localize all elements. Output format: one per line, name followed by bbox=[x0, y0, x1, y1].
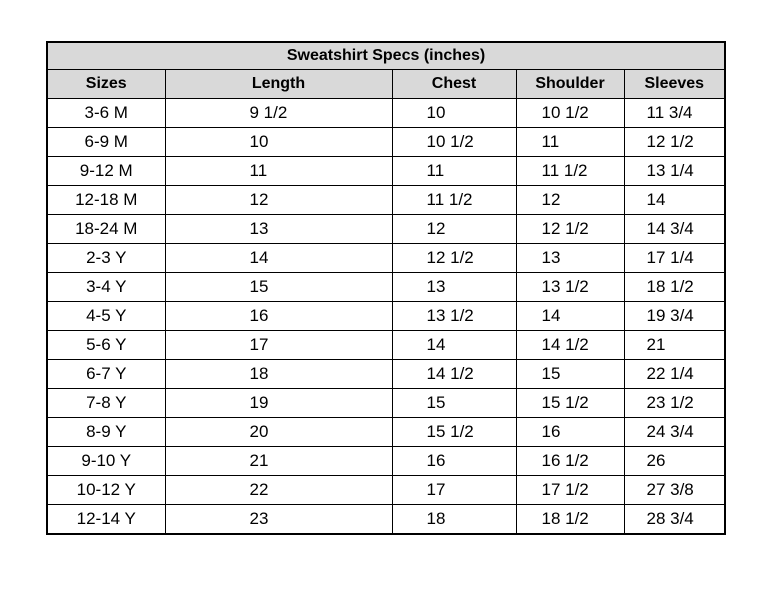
chest-cell: 16 bbox=[392, 447, 516, 476]
chest-cell: 12 1/2 bbox=[392, 244, 516, 273]
sleeves-cell: 13 1/4 bbox=[624, 157, 725, 186]
size-cell: 4-5 Y bbox=[47, 302, 165, 331]
size-cell: 9-10 Y bbox=[47, 447, 165, 476]
size-cell: 18-24 M bbox=[47, 215, 165, 244]
length-cell: 17 bbox=[165, 331, 392, 360]
chest-cell: 11 bbox=[392, 157, 516, 186]
size-cell: 8-9 Y bbox=[47, 418, 165, 447]
table-title-row bbox=[47, 42, 725, 70]
sleeves-cell: 22 1/4 bbox=[624, 360, 725, 389]
length-cell: 9 1/2 bbox=[165, 99, 392, 128]
shoulder-cell: 17 1/2 bbox=[516, 476, 624, 505]
table-row bbox=[47, 273, 725, 302]
shoulder-cell: 14 1/2 bbox=[516, 331, 624, 360]
table-row bbox=[47, 186, 725, 215]
shoulder-cell: 11 bbox=[516, 128, 624, 157]
shoulder-cell: 12 1/2 bbox=[516, 215, 624, 244]
length-cell: 14 bbox=[165, 244, 392, 273]
table-row bbox=[47, 128, 725, 157]
shoulder-cell: 16 bbox=[516, 418, 624, 447]
shoulder-cell: 18 1/2 bbox=[516, 505, 624, 535]
size-cell: 2-3 Y bbox=[47, 244, 165, 273]
length-cell: 13 bbox=[165, 215, 392, 244]
size-cell: 3-6 M bbox=[47, 99, 165, 128]
table-row bbox=[47, 447, 725, 476]
table-row bbox=[47, 360, 725, 389]
chest-cell: 10 1/2 bbox=[392, 128, 516, 157]
sleeves-cell: 24 3/4 bbox=[624, 418, 725, 447]
table-row bbox=[47, 418, 725, 447]
length-cell: 16 bbox=[165, 302, 392, 331]
chest-cell: 17 bbox=[392, 476, 516, 505]
shoulder-cell: 15 bbox=[516, 360, 624, 389]
length-cell: 19 bbox=[165, 389, 392, 418]
size-cell: 7-8 Y bbox=[47, 389, 165, 418]
chest-cell: 10 bbox=[392, 99, 516, 128]
length-cell: 22 bbox=[165, 476, 392, 505]
size-cell: 12-14 Y bbox=[47, 505, 165, 535]
length-cell: 21 bbox=[165, 447, 392, 476]
size-cell: 6-7 Y bbox=[47, 360, 165, 389]
table-row bbox=[47, 505, 725, 535]
length-cell: 18 bbox=[165, 360, 392, 389]
column-header-chest: Chest bbox=[392, 70, 516, 99]
length-cell: 15 bbox=[165, 273, 392, 302]
size-cell: 5-6 Y bbox=[47, 331, 165, 360]
sleeves-cell: 26 bbox=[624, 447, 725, 476]
table-row bbox=[47, 302, 725, 331]
chest-cell: 14 1/2 bbox=[392, 360, 516, 389]
chest-cell: 15 1/2 bbox=[392, 418, 516, 447]
size-cell: 9-12 M bbox=[47, 157, 165, 186]
shoulder-cell: 12 bbox=[516, 186, 624, 215]
table-header bbox=[47, 42, 725, 99]
column-header-row bbox=[47, 70, 725, 99]
column-header-sleeves: Sleeves bbox=[624, 70, 725, 99]
sleeves-cell: 14 bbox=[624, 186, 725, 215]
sleeves-cell: 27 3/8 bbox=[624, 476, 725, 505]
column-header-shoulder: Shoulder bbox=[516, 70, 624, 99]
shoulder-cell: 10 1/2 bbox=[516, 99, 624, 128]
sleeves-cell: 14 3/4 bbox=[624, 215, 725, 244]
table-body bbox=[47, 99, 725, 535]
shoulder-cell: 13 1/2 bbox=[516, 273, 624, 302]
chest-cell: 18 bbox=[392, 505, 516, 535]
table-row bbox=[47, 389, 725, 418]
table-row bbox=[47, 157, 725, 186]
length-cell: 10 bbox=[165, 128, 392, 157]
sweatshirt-specs-table bbox=[46, 41, 726, 535]
chest-cell: 14 bbox=[392, 331, 516, 360]
size-cell: 12-18 M bbox=[47, 186, 165, 215]
chest-cell: 11 1/2 bbox=[392, 186, 516, 215]
shoulder-cell: 11 1/2 bbox=[516, 157, 624, 186]
sleeves-cell: 12 1/2 bbox=[624, 128, 725, 157]
size-cell: 3-4 Y bbox=[47, 273, 165, 302]
shoulder-cell: 13 bbox=[516, 244, 624, 273]
shoulder-cell: 16 1/2 bbox=[516, 447, 624, 476]
sleeves-cell: 28 3/4 bbox=[624, 505, 725, 535]
chest-cell: 12 bbox=[392, 215, 516, 244]
sleeves-cell: 18 1/2 bbox=[624, 273, 725, 302]
shoulder-cell: 15 1/2 bbox=[516, 389, 624, 418]
chest-cell: 13 1/2 bbox=[392, 302, 516, 331]
chest-cell: 13 bbox=[392, 273, 516, 302]
size-cell: 6-9 M bbox=[47, 128, 165, 157]
sleeves-cell: 19 3/4 bbox=[624, 302, 725, 331]
length-cell: 20 bbox=[165, 418, 392, 447]
length-cell: 12 bbox=[165, 186, 392, 215]
table-row bbox=[47, 476, 725, 505]
sleeves-cell: 11 3/4 bbox=[624, 99, 725, 128]
sleeves-cell: 23 1/2 bbox=[624, 389, 725, 418]
size-cell: 10-12 Y bbox=[47, 476, 165, 505]
column-header-sizes: Sizes bbox=[47, 70, 165, 99]
table-row bbox=[47, 244, 725, 273]
length-cell: 11 bbox=[165, 157, 392, 186]
column-header-length: Length bbox=[165, 70, 392, 99]
sleeves-cell: 21 bbox=[624, 331, 725, 360]
shoulder-cell: 14 bbox=[516, 302, 624, 331]
chest-cell: 15 bbox=[392, 389, 516, 418]
table-row bbox=[47, 215, 725, 244]
table-row bbox=[47, 99, 725, 128]
length-cell: 23 bbox=[165, 505, 392, 535]
sleeves-cell: 17 1/4 bbox=[624, 244, 725, 273]
table-title: Sweatshirt Specs (inches) bbox=[47, 42, 725, 70]
table-row bbox=[47, 331, 725, 360]
